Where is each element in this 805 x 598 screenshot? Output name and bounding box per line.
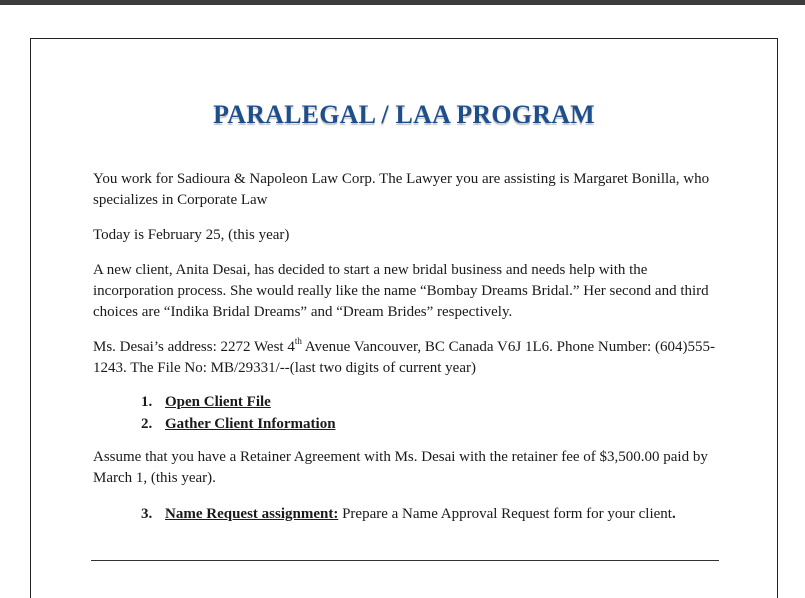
task-item-name-request (141, 503, 723, 525)
retainer-paragraph: Assume that you have a Retainer Agreement with Ms. Desai with the retainer fee of $3,500.00 paid by March 1, (this year). (93, 449, 708, 486)
task-number: 1. (141, 394, 153, 410)
task-item-open-client-file (141, 391, 723, 413)
top-border-bar (0, 0, 805, 5)
document-page (30, 38, 778, 598)
task-label: Open Client File (165, 394, 271, 410)
task-list-2 (93, 503, 723, 525)
task-label: Name Request assignment: (165, 506, 339, 522)
client-address-paragraph (93, 337, 723, 379)
address-superscript: th (294, 336, 302, 346)
task-label: Gather Client Information (165, 416, 336, 432)
task-description: Prepare a Name Approval Request form for your client (338, 506, 672, 522)
address-text-end: Avenue Vancouver, BC Canada V6J 1L6. Phone Number: (604)555-1243. The File No: MB/29331/--(last two digits of current year) (93, 339, 715, 376)
task-number: 2. (141, 416, 153, 432)
task-number: 3. (141, 506, 153, 522)
page-title: PARALEGAL / LAA PROGRAM (213, 100, 595, 129)
task-end-period: . (671, 506, 676, 522)
intro-paragraph-date: Today is February 25, (this year) (93, 227, 290, 243)
task-item-gather-client-info (141, 413, 723, 435)
task-list (93, 391, 723, 435)
document-body (93, 169, 723, 537)
intro-paragraph-client: A new client, Anita Desai, has decided to start a new bridal business and needs help with the incorporation process. She would really like the name “Bombay Dreams Bridal.” Her second and third choices are “Indika Bridal Dreams” and “Dream Brides” respectively. (93, 262, 709, 320)
bottom-divider (91, 560, 719, 561)
address-text-start: Ms. Desai’s address: 2272 West 4 (93, 339, 295, 355)
intro-paragraph-firm: You work for Sadioura & Napoleon Law Corp. The Lawyer you are assisting is Margaret Bonilla, who specializes in Corporate Law (93, 171, 710, 208)
